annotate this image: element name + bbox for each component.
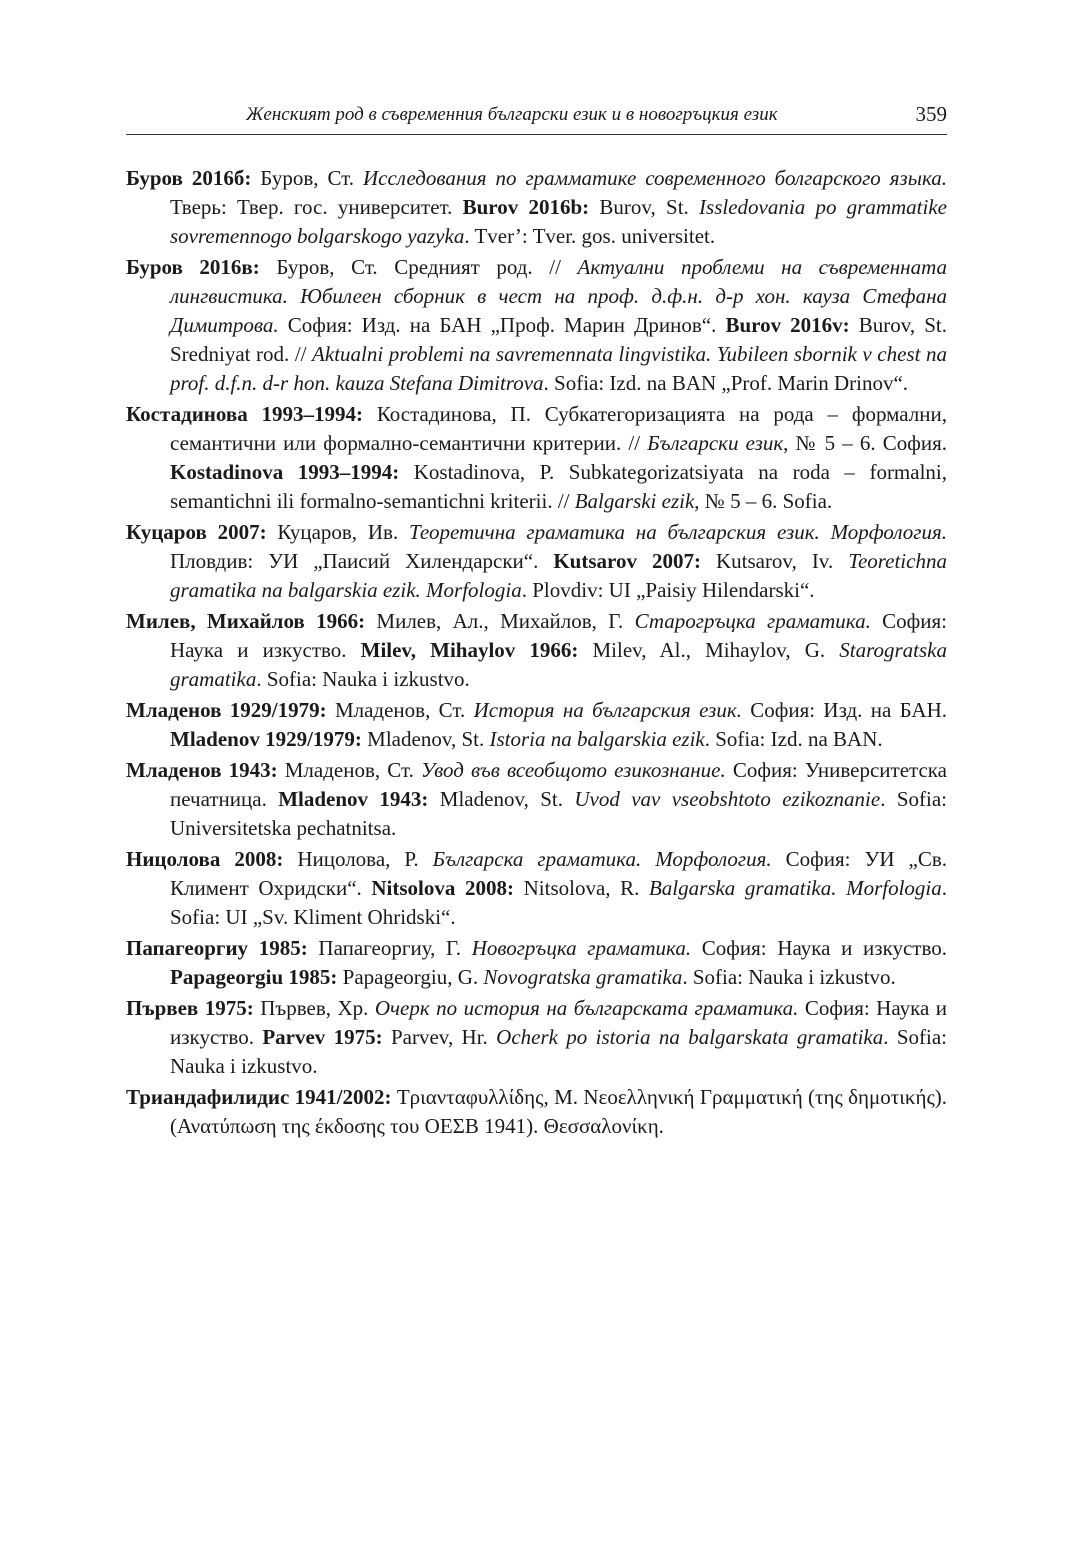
reference-title: Istoria na balgarskia ezik bbox=[489, 727, 705, 751]
reference-key: Младенов 1929/1979: bbox=[126, 698, 327, 722]
reference-key: Буров 2016в: bbox=[126, 255, 260, 279]
reference-entry bbox=[126, 518, 947, 605]
reference-title: Увод във всеобщото езикознание. bbox=[421, 758, 726, 782]
reference-text: , № 5 – 6. София. bbox=[783, 431, 947, 455]
reference-text: София: УИ „Св. Климент Охридски“. bbox=[170, 847, 947, 900]
reference-text: Mladenov, St. bbox=[361, 727, 490, 751]
page-number: 359 bbox=[915, 102, 947, 126]
reference-text: . Tver’: Tver. gos. universitet. bbox=[464, 224, 716, 248]
reference-text: . Sofia: Izd. na BAN „Prof. Marin Drinov“. bbox=[543, 371, 909, 395]
reference-title: Старогръцка граматика. bbox=[634, 609, 871, 633]
reference-text: Milev, Al., Mihaylov, G. bbox=[578, 638, 840, 662]
reference-title: Teoretichna gramatika na balgarskia ezik. Morfologia bbox=[170, 549, 947, 602]
reference-text: София: Университетска печатница. bbox=[170, 758, 947, 811]
reference-entry bbox=[126, 400, 947, 516]
running-title: Женският род в съвременния български език и в новогръцкия език bbox=[246, 104, 778, 125]
reference-key: Костадинова 1993–1994: bbox=[126, 402, 364, 426]
reference-text: Papageorgiu, G. bbox=[337, 965, 484, 989]
reference-title: Novogratska gramatika bbox=[483, 965, 683, 989]
reference-key: Буров 2016б: bbox=[126, 166, 252, 190]
reference-key: Nitsolova 2008: bbox=[371, 876, 514, 900]
reference-text: Burov, St. bbox=[589, 195, 700, 219]
reference-key: Papageorgiu 1985: bbox=[170, 965, 338, 989]
reference-list bbox=[126, 164, 947, 1143]
reference-title: Теоретична граматика на българския език. Морфология. bbox=[409, 520, 948, 544]
reference-text: Nitsolova, R. bbox=[514, 876, 649, 900]
reference-key: Milev, Mihaylov 1966: bbox=[360, 638, 579, 662]
reference-entry bbox=[126, 845, 947, 932]
reference-text: Parvev, Hr. bbox=[382, 1025, 497, 1049]
reference-entry bbox=[126, 756, 947, 843]
reference-text: Kutsarov, Iv. bbox=[700, 549, 849, 573]
reference-title: Новогръцка граматика. bbox=[471, 936, 692, 960]
reference-title: Български език bbox=[647, 431, 784, 455]
reference-title: Issledovania po grammatike sovremennogo bolgarskogo yazyka bbox=[170, 195, 947, 248]
reference-key: Първев 1975: bbox=[126, 996, 254, 1020]
reference-title: Aktualni problemi na savremennata lingvistika. Yubileen sbornik v chest na prof. d.f.n. d-r hon. kauza Stefana Dimitrova bbox=[170, 342, 947, 395]
reference-text: . Sofia: UI „Sv. Kliment Ohridski“. bbox=[170, 876, 948, 929]
reference-entry bbox=[126, 607, 947, 694]
reference-text: Младенов, Ст. bbox=[277, 758, 422, 782]
reference-key: Kutsarov 2007: bbox=[553, 549, 701, 573]
reference-key: Mladenov 1929/1979: bbox=[170, 727, 362, 751]
reference-text: Младенов, Ст. bbox=[326, 698, 474, 722]
reference-text: , № 5 – 6. Sofia. bbox=[694, 489, 833, 513]
reference-entry bbox=[126, 696, 947, 754]
reference-key: Burov 2016b: bbox=[462, 195, 590, 219]
reference-title: Актуални проблеми на съвременната лингвистика. Юбилеен сборник в чест на проф. д.ф.н. д-р хон. кауза Стефана Димитрова. bbox=[170, 255, 948, 337]
reference-text: София: Наука и изкуство. bbox=[691, 936, 947, 960]
reference-key: Куцаров 2007: bbox=[126, 520, 267, 544]
reference-title: Ocherk po istoria na balgarskata gramatika bbox=[496, 1025, 884, 1049]
reference-entry bbox=[126, 934, 947, 992]
reference-text: . Plovdiv: UI „Paisiy Hilendarski“. bbox=[521, 578, 815, 602]
reference-title: История на българския език. bbox=[473, 698, 742, 722]
reference-text: София: Наука и изкуство. bbox=[170, 609, 947, 662]
reference-text: Ницолова, Р. bbox=[283, 847, 433, 871]
reference-text: Τριανταφυλλίδης, Μ. Νεοελληνική Γραμματική (της δημοτικής). (Ανατύπωση της έκδοσης του ΟΕΣΒ 1941). Θεσσαλονίκη. bbox=[170, 1085, 948, 1138]
reference-entry bbox=[126, 164, 947, 251]
reference-text: . Sofia: Universitetska pechatnitsa. bbox=[170, 787, 948, 840]
reference-key: Триандафилидис 1941/2002: bbox=[126, 1085, 392, 1109]
reference-key: Burov 2016v: bbox=[725, 313, 850, 337]
reference-text: Тверь: Твер. гос. университет. bbox=[170, 195, 463, 219]
reference-title: Очерк по история на българската граматика. bbox=[374, 996, 799, 1020]
reference-text: Буров, Ст. bbox=[251, 166, 363, 190]
reference-text: . Sofia: Nauka i izkustvo. bbox=[170, 1025, 947, 1078]
reference-text: . Sofia: Izd. na BAN. bbox=[704, 727, 883, 751]
reference-key: Kostadinova 1993–1994: bbox=[170, 460, 400, 484]
reference-text: Куцаров, Ив. bbox=[266, 520, 409, 544]
reference-title: Исследования по грамматике современного болгарского языка. bbox=[363, 166, 947, 190]
reference-text: Burov, St. Sredniyat rod. // bbox=[170, 313, 948, 366]
reference-text: . Sofia: Nauka i izkustvo. bbox=[682, 965, 896, 989]
reference-key: Папагеоргиу 1985: bbox=[126, 936, 308, 960]
reference-text: Папагеоргиу, Г. bbox=[307, 936, 472, 960]
reference-key: Милев, Михайлов 1966: bbox=[126, 609, 366, 633]
reference-title: Starogratska gramatika bbox=[170, 638, 947, 691]
reference-text: Костадинова, П. Субкатегоризацията на рода – формални, семантични или формално-семантични критерии. // bbox=[170, 402, 947, 455]
reference-text: Kostadinova, P. Subkategorizatsiyata na roda – formalni, semantichni ili formalno-semantichni kriterii. // bbox=[170, 460, 948, 513]
reference-text: Милев, Ал., Михайлов, Г. bbox=[365, 609, 635, 633]
reference-title: Balgarski ezik bbox=[574, 489, 695, 513]
reference-text: Буров, Ст. Средният род. // bbox=[259, 255, 578, 279]
reference-title: Balgarska gramatika. Morfologia bbox=[648, 876, 942, 900]
reference-text: Първев, Хр. bbox=[253, 996, 375, 1020]
reference-entry bbox=[126, 994, 947, 1081]
reference-text: София: Изд. на БАН „Проф. Марин Дринов“. bbox=[278, 313, 726, 337]
reference-text: . Sofia: Nauka i izkustvo. bbox=[256, 667, 470, 691]
reference-key: Mladenov 1943: bbox=[278, 787, 429, 811]
reference-key: Ницолова 2008: bbox=[126, 847, 284, 871]
reference-text: София: Изд. на БАН. bbox=[741, 698, 947, 722]
reference-entry bbox=[126, 1083, 947, 1141]
reference-text: София: Наука и изкуство. bbox=[170, 996, 947, 1049]
reference-key: Parvev 1975: bbox=[262, 1025, 383, 1049]
reference-text: Mladenov, St. bbox=[428, 787, 575, 811]
page-header bbox=[126, 96, 947, 135]
reference-text: Пловдив: УИ „Паисий Хилендарски“. bbox=[170, 549, 554, 573]
reference-title: Българска граматика. Морфология. bbox=[432, 847, 772, 871]
reference-key: Младенов 1943: bbox=[126, 758, 278, 782]
reference-entry bbox=[126, 253, 947, 398]
reference-title: Uvod vav vseobshtoto ezikoznanie bbox=[574, 787, 881, 811]
